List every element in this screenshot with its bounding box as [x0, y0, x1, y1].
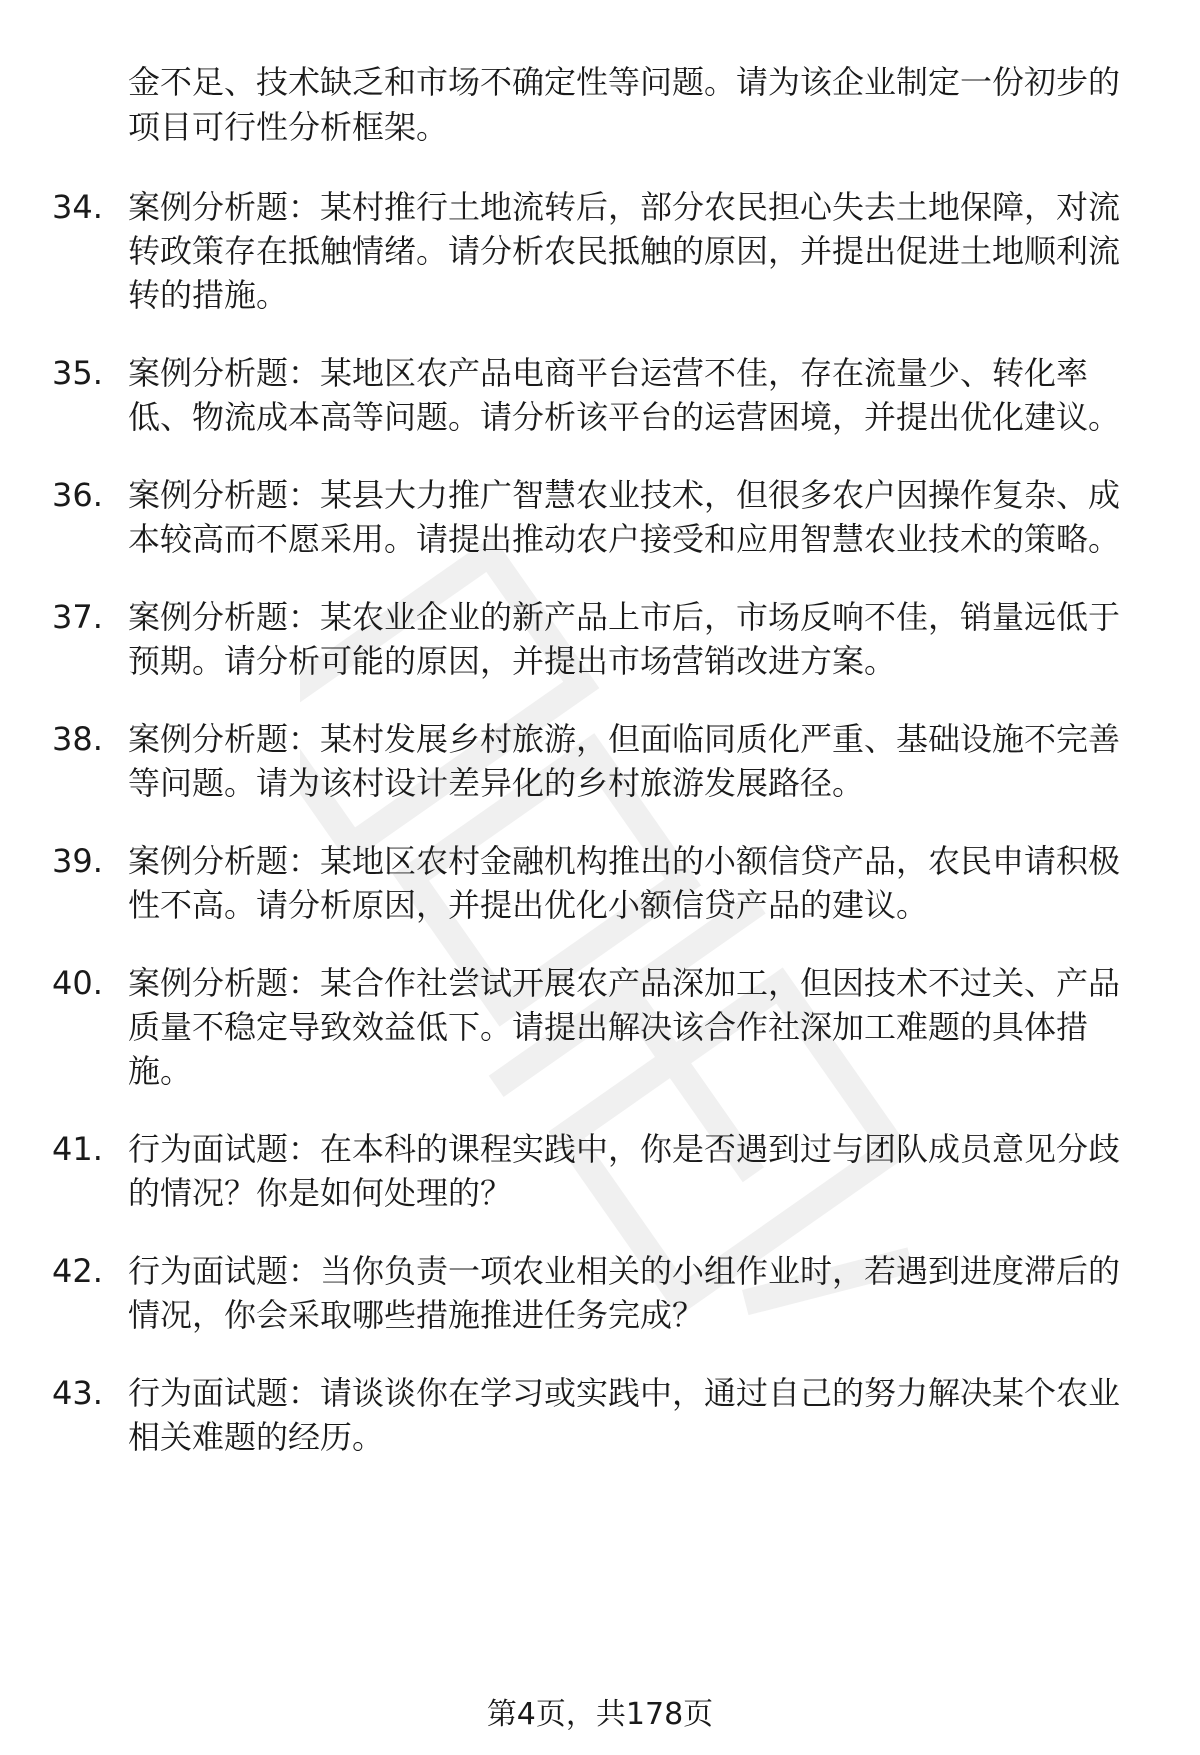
question-text: 行为面试题：请谈谈你在学习或实践中，通过自己的努力解决某个农业相关难题的经历。 [128, 1374, 1121, 1456]
question-item [0, 185, 1200, 317]
question-item [0, 1127, 1200, 1215]
question-item [0, 961, 1200, 1093]
question-item [0, 595, 1200, 683]
question-number: 43. [52, 1374, 103, 1412]
question-text: 案例分析题：某村推行土地流转后，部分农民担心失去土地保障，对流转政策存在抵触情绪。请分析农民抵触的原因，并提出促进土地顺利流转的措施。 [128, 188, 1121, 314]
question-item [0, 1371, 1200, 1459]
question-text: 案例分析题：某农业企业的新产品上市后，市场反响不佳，销量远低于预期。请分析可能的原因，并提出市场营销改进方案。 [128, 598, 1121, 680]
question-item [0, 839, 1200, 927]
question-text: 案例分析题：某县大力推广智慧农业技术，但很多农户因操作复杂、成本较高而不愿采用。请提出推动农户接受和应用智慧农业技术的策略。 [128, 476, 1121, 558]
question-item [0, 717, 1200, 805]
question-number: 36. [52, 476, 103, 514]
question-number: 41. [52, 1130, 103, 1168]
question-item [0, 473, 1200, 561]
question-number: 38. [52, 720, 103, 758]
question-list [0, 185, 1200, 1493]
question-number: 35. [52, 354, 103, 392]
question-text: 行为面试题：当你负责一项农业相关的小组作业时，若遇到进度滞后的情况，你会采取哪些措施推进任务完成？ [128, 1252, 1121, 1334]
question-text: 行为面试题：在本科的课程实践中，你是否遇到过与团队成员意见分歧的情况？你是如何处理的？ [128, 1130, 1121, 1212]
question-number: 39. [52, 842, 103, 880]
question-number: 37. [52, 598, 103, 636]
continued-question-text: 金不足、技术缺乏和市场不确定性等问题。请为该企业制定一份初步的项目可行性分析框架。 [128, 63, 1121, 146]
question-number: 42. [52, 1252, 103, 1290]
question-text: 案例分析题：某村发展乡村旅游，但面临同质化严重、基础设施不完善等问题。请为该村设计差异化的乡村旅游发展路径。 [128, 720, 1121, 802]
question-number: 34. [52, 188, 103, 226]
question-text: 案例分析题：某地区农村金融机构推出的小额信贷产品，农民申请积极性不高。请分析原因，并提出优化小额信贷产品的建议。 [128, 842, 1121, 924]
question-item [0, 351, 1200, 439]
page-footer-label: 第4页，共178页 [486, 1697, 714, 1732]
question-item [0, 1249, 1200, 1337]
question-text: 案例分析题：某合作社尝试开展农产品深加工，但因技术不过关、产品质量不稳定导致效益低下。请提出解决该合作社深加工难题的具体措施。 [128, 964, 1121, 1090]
question-number: 40. [52, 964, 103, 1002]
question-text: 案例分析题：某地区农产品电商平台运营不佳，存在流量少、转化率低、物流成本高等问题。请分析该平台的运营困境，并提出优化建议。 [128, 354, 1121, 436]
